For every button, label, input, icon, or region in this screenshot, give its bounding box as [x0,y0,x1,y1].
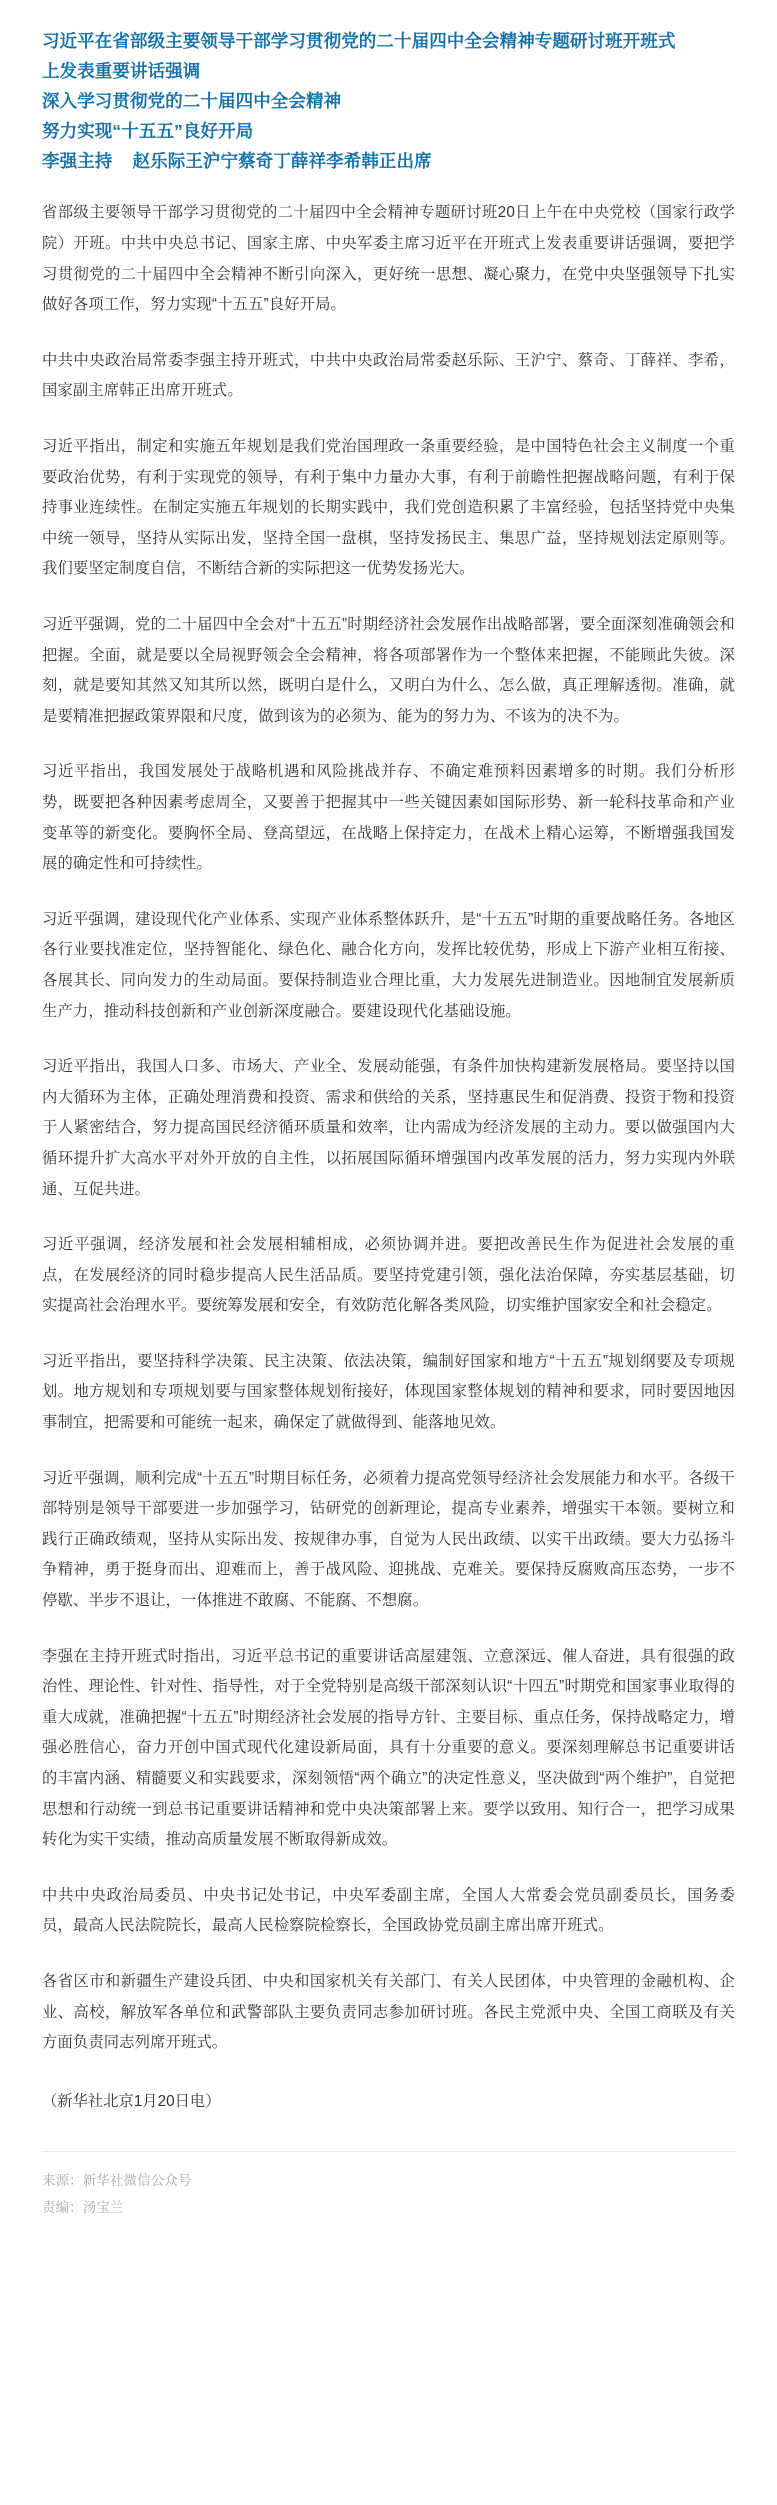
body-paragraph: 李强在主持开班式时指出，习近平总书记的重要讲话高屋建瓴、立意深远、催人奋进，具有很强的政治性、理论性、针对性、指导性，对于全党特别是高级干部深刻认识“十四五”时期党和国家事业取得的重大成就，准确把握“十五五”时期经济社会发展的指导方针、主要目标、重点任务，保持战略定力，增强必胜信心，奋力开创中国式现代化建设新局面，具有十分重要的意义。要深刻理解总书记重要讲话的丰富内涵、精髓要义和实践要求，深刻领悟“两个确立”的决定性意义，坚决做到“两个维护”，自觉把思想和行动统一到总书记重要讲话精神和党中央决策部署上来。要学以致用、知行合一，把学习成果转化为实干实绩，推动高质量发展不断取得新成效。 [42,1647,735,1849]
headline-block [0,0,777,176]
article-footer [0,2151,777,2252]
headline-line-3: 深入学习贯彻党的二十届四中全会精神 [42,91,342,112]
body-paragraph: 中共中央政治局常委李强主持开班式，中共中央政治局常委赵乐际、王沪宁、蔡奇、丁薛祥、李希，国家副主席韩正出席开班式。 [42,351,735,400]
body-paragraph: 习近平强调，建设现代化产业体系、实现产业体系整体跃升，是“十五五”时期的重要战略任务。各地区各行业要找准定位，坚持智能化、绿色化、融合化方向，发挥比较优势，形成上下游产业相互衔接、各展其长、同向发力的生动局面。要保持制造业合理比重，大力发展先进制造业。因地制宜发展新质生产力，推动科技创新和产业创新深度融合。要建设现代化基础设施。 [42,910,735,1020]
body-paragraph: 习近平强调，经济发展和社会发展相辅相成，必须协调并进。要把改善民生作为促进社会发展的重点，在发展经济的同时稳步提高人民生活品质。要坚持党建引领，强化法治保障，夯实基层基础，切实提高社会治理水平。要统筹发展和安全，有效防范化解各类风险，切实维护国家安全和社会稳定。 [42,1236,735,1315]
headline-line-2: 上发表重要讲话强调 [42,61,201,82]
footer-divider [42,2151,735,2152]
body-paragraph: 习近平强调，顺利完成“十五五”时期目标任务，必须着力提高党领导经济社会发展能力和水平。各级干部特别是领导干部要进一步加强学习，钻研党的创新理论，提高专业素养，增强实干本领。要树立和践行正确政绩观，坚持从实际出发、按规律办事，自觉为人民出政绩、以实干出政绩。要大力弘扬斗争精神，勇于挺身而出、迎难而上，善于战风险、迎挑战、克难关。要保持反腐败高压态势，一步不停歇、半步不退让，一体推进不敢腐、不能腐、不想腐。 [42,1469,735,1610]
body-paragraph: 习近平指出，制定和实施五年规划是我们党治国理政一条重要经验，是中国特色社会主义制度一个重要政治优势，有利于实现党的领导，有利于集中力量办大事，有利于前瞻性把握战略问题，有利于保持事业连续性。在制定实施五年规划的长期实践中，我们党创造积累了丰富经验，包括坚持党中央集中统一领导，坚持从实际出发，坚持全国一盘棋，坚持发扬民主、集思广益，坚持规划法定原则等。我们要坚定制度自信，不断结合新的实际把这一优势发扬光大。 [42,438,735,578]
headline-attendees: 赵乐际王沪宁蔡奇丁薛祥李希韩正出席 [132,151,432,172]
body-paragraph: 习近平指出，我国人口多、市场大、产业全、发展动能强，有条件加快构建新发展格局。要坚持以国内大循环为主体，正确处理消费和投资、需求和供给的关系，坚持惠民生和促消费、投资于物和投资于人紧密结合，努力提高国民经济循环质量和效率，让内需成为经济发展的主动力。要以做强国内大循环提升扩大高水平对外开放的自主性，以拓展国际循环增强国内改革发展的活力，努力实现内外联通、互促共进。 [42,1058,735,1198]
headline-line-4: 努力实现“十五五”良好开局 [42,121,254,142]
dispatch-line: （新华社北京1月20日电） [42,2092,221,2110]
body-paragraph: 省部级主要领导干部学习贯彻党的二十届四中全会精神专题研讨班20日上午在中央党校（国家行政学院）开班。中共中央总书记、国家主席、中央军委主席习近平在开班式上发表重要讲话强调，要把学习贯彻党的二十届四中全会精神不断引向深入，更好统一思想、凝心聚力，在党中央坚强领导下扎实做好各项工作，努力实现“十五五”良好开局。 [42,204,735,314]
page-title [42,26,735,176]
body-paragraph: 习近平强调，党的二十届四中全会对“十五五”时期经济社会发展作出战略部署，要全面深刻准确领会和把握。全面，就是要以全局视野领会全会精神，将各项部署作为一个整体来把握，不能顾此失彼。深刻，就是要知其然又知其所以然，既明白是什么，又明白为什么、怎么做，真正理解透彻。准确，就是要精准把握政策界限和尺度，做到该为的必须为、能为的努力为、不该为的决不为。 [42,616,735,725]
headline-line-1: 习近平在省部级主要领导干部学习贯彻党的二十届四中全会精神专题研讨班开班式 [42,31,676,51]
article-body [0,176,777,2117]
body-paragraph: 中共中央政治局委员、中央书记处书记，中央军委副主席，全国人大常委会党员副委员长，国务委员，最高人民法院院长，最高人民检察院检察长，全国政协党员副主席出席开班式。 [42,1886,735,1935]
editor-line: 责编：汤宝兰 [42,2200,124,2216]
body-paragraph: 习近平指出，我国发展处于战略机遇和风险挑战并存、不确定难预料因素增多的时期。我们分析形势，既要把各种因素考虑周全，又要善于把握其中一些关键因素如国际形势、新一轮科技革命和产业变革等的新变化。要胸怀全局、登高望远，在战略上保持定力，在战术上精心运筹，不断增强我国发展的确定性和可持续性。 [42,763,735,873]
body-paragraph: 各省区市和新疆生产建设兵团、中央和国家机关有关部门、有关人民团体，中央管理的金融机构、企业、高校，解放军各单位和武警部队主要负责同志参加研讨班。各民主党派中央、全国工商联及有关方面负责同志列席开班式。 [42,1972,735,2052]
headline-host: 李强主持 [42,151,113,172]
source-line: 来源：新华社微信公众号 [42,2173,192,2189]
body-paragraph: 习近平指出，要坚持科学决策、民主决策、依法决策，编制好国家和地方“十五五”规划纲要及专项规划。地方规划和专项规划要与国家整体规划衔接好，体现国家整体规划的精神和要求，同时要因地因事制宜，把需要和可能统一起来，确保定了就做得到、能落地见效。 [42,1352,735,1432]
headline-line-5 [42,146,735,176]
